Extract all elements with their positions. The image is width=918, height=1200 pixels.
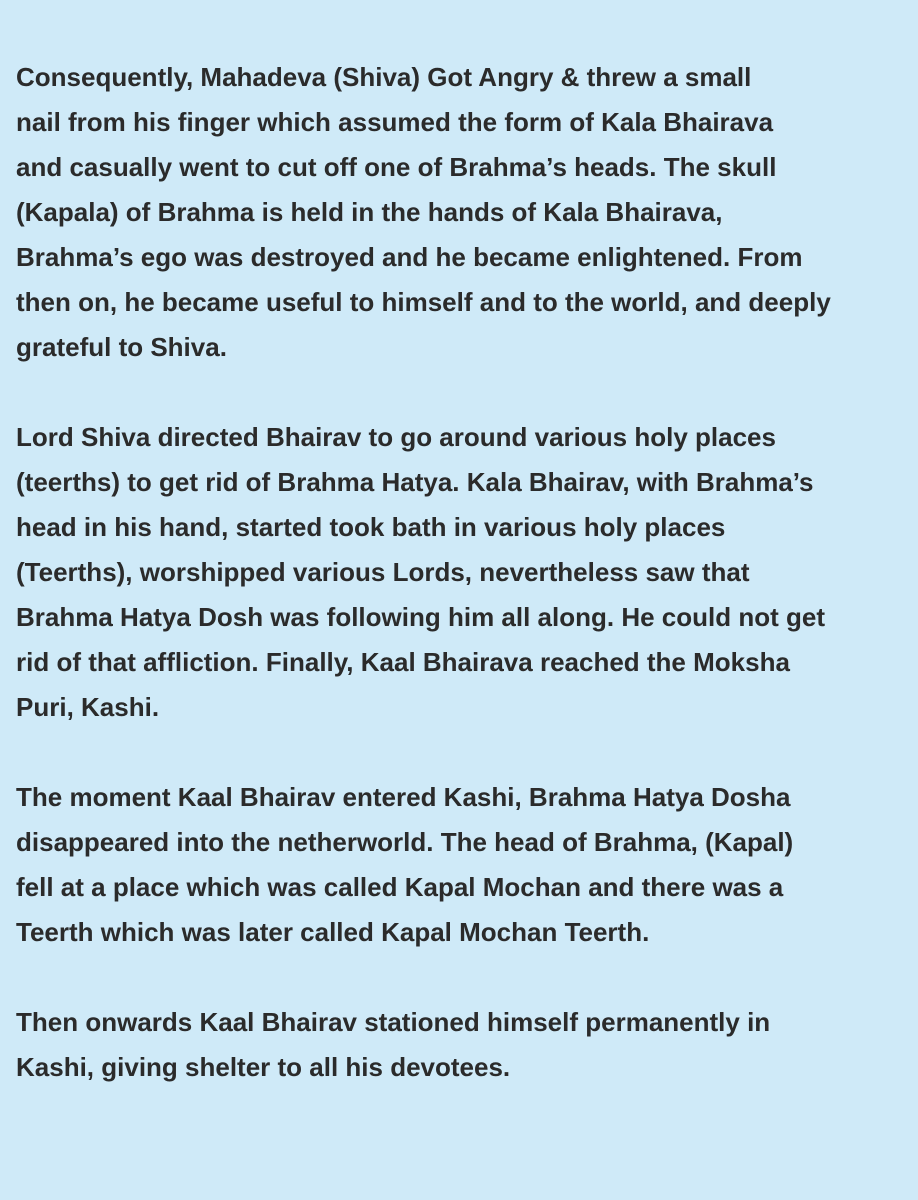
paragraph-line: head in his hand, started took bath in various holy places — [16, 512, 726, 542]
paragraph-line: then on, he became useful to himself and to the world, and deeply — [16, 287, 831, 317]
paragraph-line: Kashi, giving shelter to all his devotees. — [16, 1052, 511, 1082]
paragraph-line: Teerth which was later called Kapal Mochan Teerth. — [16, 917, 650, 947]
paragraph-4 — [16, 1000, 896, 1090]
paragraph-line: nail from his finger which assumed the form of Kala Bhairava — [16, 107, 774, 137]
paragraph-line: Lord Shiva directed Bhairav to go around various holy places — [16, 422, 776, 452]
paragraph-3 — [16, 775, 896, 955]
paragraph-line: (teerths) to get rid of Brahma Hatya. Kala Bhairav, with Brahma’s — [16, 467, 814, 497]
paragraph-line: Consequently, Mahadeva (Shiva) Got Angry & threw a small — [16, 62, 752, 92]
paragraph-line: and casually went to cut off one of Brahma’s heads. The skull — [16, 152, 777, 182]
paragraph-line: (Teerths), worshipped various Lords, nevertheless saw that — [16, 557, 750, 587]
paragraph-line: Brahma Hatya Dosh was following him all along. He could not get — [16, 602, 825, 632]
paragraph-line: The moment Kaal Bhairav entered Kashi, Brahma Hatya Dosha — [16, 782, 791, 812]
paragraph-line: fell at a place which was called Kapal Mochan and there was a — [16, 872, 784, 902]
paragraph-2 — [16, 415, 896, 730]
paragraph-line: disappeared into the netherworld. The head of Brahma, (Kapal) — [16, 827, 794, 857]
paragraph-line: Brahma’s ego was destroyed and he became enlightened. From — [16, 242, 803, 272]
paragraph-spacer — [16, 370, 896, 415]
paragraph-line: (Kapala) of Brahma is held in the hands of Kala Bhairava, — [16, 197, 723, 227]
paragraph-spacer — [16, 955, 896, 1000]
paragraph-line: rid of that affliction. Finally, Kaal Bhairava reached the Moksha — [16, 647, 790, 677]
paragraph-line: Puri, Kashi. — [16, 692, 160, 722]
paragraph-line: grateful to Shiva. — [16, 332, 227, 362]
paragraph-spacer — [16, 730, 896, 775]
paragraph-line: Then onwards Kaal Bhairav stationed himself permanently in — [16, 1007, 771, 1037]
paragraph-1 — [16, 55, 896, 370]
